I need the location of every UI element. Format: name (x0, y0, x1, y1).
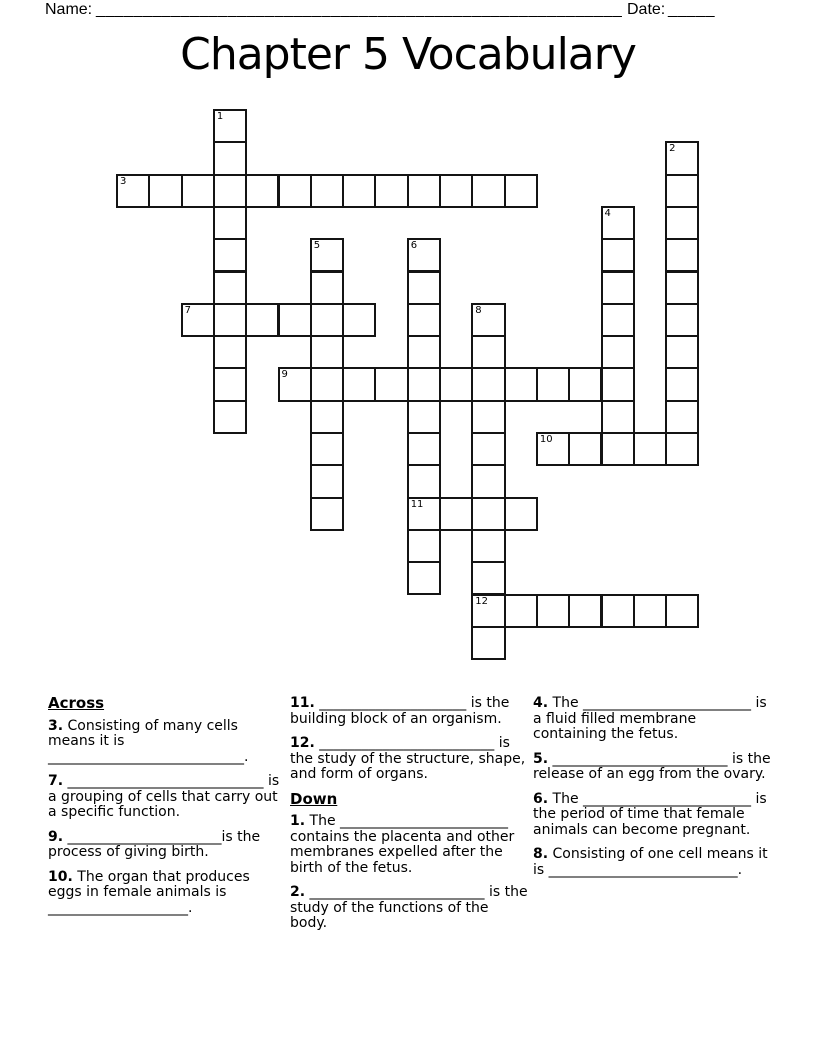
clue-item: 11. _____________________ is the building block of an organism. (290, 695, 510, 727)
grid-cell[interactable] (471, 464, 505, 498)
grid-cell[interactable] (407, 335, 441, 369)
grid-cell[interactable] (407, 432, 441, 466)
grid-cell[interactable] (213, 271, 247, 305)
grid-cell[interactable] (471, 400, 505, 434)
clue-section-heading: Down (290, 789, 338, 808)
grid-cell[interactable] (407, 303, 441, 337)
grid-cell[interactable] (601, 238, 635, 272)
grid-cell[interactable] (407, 400, 441, 434)
clue-section-heading: Across (48, 694, 105, 712)
grid-cell[interactable] (665, 400, 699, 434)
grid-cell[interactable] (665, 238, 699, 272)
grid-cell[interactable] (439, 497, 473, 531)
grid-cell[interactable] (439, 174, 473, 208)
clue-item: 8. Consisting of one cell means it is ___________________________. (533, 846, 768, 878)
cell-number: 10 (539, 434, 553, 445)
clue-item: 12. _________________________ is the study of the structure, shape, and form of organs. (290, 735, 526, 782)
cell-number: 11 (410, 498, 424, 510)
grid-cell[interactable] (342, 367, 376, 401)
grid-cell[interactable] (213, 206, 247, 240)
grid-cell[interactable] (601, 367, 635, 401)
grid-cell[interactable] (407, 367, 441, 401)
grid-cell[interactable] (407, 464, 441, 498)
grid-cell[interactable] (504, 497, 538, 531)
clue-item: 9. ______________________is the process of giving birth. (48, 828, 261, 860)
name-label: Name: (45, 1, 93, 18)
clue-item: 2. _________________________ is the study of the functions of the body. (290, 884, 528, 931)
grid-cell[interactable] (665, 367, 699, 401)
grid-cell[interactable] (665, 303, 699, 337)
grid-cell[interactable] (181, 174, 215, 208)
grid-cell[interactable] (601, 335, 635, 369)
cell-number: 5 (313, 240, 321, 252)
grid-cell[interactable] (213, 367, 247, 401)
grid-cell[interactable] (536, 432, 570, 466)
grid-cell[interactable] (471, 335, 505, 369)
grid-cell[interactable] (310, 464, 344, 498)
grid-cell[interactable] (278, 367, 312, 401)
grid-cell[interactable] (568, 367, 602, 401)
grid-cell[interactable] (601, 400, 635, 434)
grid-cell[interactable] (601, 206, 635, 240)
grid-cell[interactable] (407, 174, 441, 208)
cell-number: 6 (410, 240, 418, 252)
grid-cell[interactable] (471, 626, 505, 660)
clue-number: 4. (533, 695, 549, 711)
grid-cell[interactable] (633, 432, 667, 466)
grid-cell[interactable] (601, 271, 635, 305)
grid-cell[interactable] (439, 367, 473, 401)
clue-number: 5. (533, 750, 549, 767)
grid-cell[interactable] (471, 303, 505, 337)
clue-number: 8. (533, 846, 549, 862)
grid-cell[interactable] (568, 594, 602, 628)
clue-column-down (533, 696, 771, 887)
grid-cell[interactable] (116, 174, 150, 208)
grid-cell[interactable] (342, 174, 376, 208)
grid-cell[interactable] (407, 561, 441, 595)
grid-cell[interactable] (213, 303, 247, 337)
grid-cell[interactable] (504, 174, 538, 208)
grid-cell[interactable] (568, 432, 602, 466)
grid-cell[interactable] (310, 432, 344, 466)
grid-cell[interactable] (310, 400, 344, 434)
clue-column-across (48, 696, 286, 925)
grid-cell[interactable] (213, 109, 247, 143)
grid-cell[interactable] (536, 594, 570, 628)
grid-cell[interactable] (278, 303, 312, 337)
clue-number: 2. (290, 884, 306, 900)
cell-number: 3 (120, 175, 127, 187)
grid-cell[interactable] (665, 335, 699, 369)
clue-number: 9. (48, 828, 64, 845)
date-blank-line: _____ (668, 1, 715, 18)
grid-cell[interactable] (471, 367, 505, 401)
grid-cell[interactable] (504, 367, 538, 401)
clue-number: 6. (533, 790, 549, 807)
grid-cell[interactable] (310, 335, 344, 369)
grid-cell[interactable] (213, 174, 247, 208)
grid-cell[interactable] (374, 174, 408, 208)
grid-cell[interactable] (213, 141, 247, 175)
cell-number: 8 (475, 304, 482, 316)
clue-item: 5. _________________________ is the release of an egg from the ovary. (533, 750, 771, 782)
grid-cell[interactable] (633, 594, 667, 628)
grid-cell[interactable] (213, 335, 247, 369)
grid-cell[interactable] (471, 594, 505, 628)
grid-cell[interactable] (407, 271, 441, 305)
grid-cell[interactable] (471, 432, 505, 466)
grid-cell[interactable] (407, 238, 441, 272)
grid-cell[interactable] (601, 594, 635, 628)
clue-item: 6. The ________________________ is the period of time that female animals can become pregnant. (533, 790, 767, 838)
grid-cell[interactable] (310, 238, 344, 272)
clue-number: 12. (290, 735, 315, 751)
clue-item: 10. The organ that produces eggs in female animals is ____________________. (48, 868, 250, 916)
grid-cell[interactable] (471, 561, 505, 595)
grid-cell[interactable] (665, 206, 699, 240)
clue-number: 10. (48, 868, 73, 885)
cell-number: 9 (281, 369, 288, 381)
grid-cell[interactable] (310, 303, 344, 337)
grid-cell[interactable] (278, 174, 312, 208)
grid-cell[interactable] (665, 174, 699, 208)
clue-item: 3. Consisting of many cells means it is ____________________________. (48, 717, 249, 765)
grid-cell[interactable] (471, 497, 505, 531)
clue-item: 4. The ________________________ is a fluid filled membrane containing the fetus. (533, 695, 767, 742)
cell-number: 1 (216, 111, 224, 122)
grid-cell[interactable] (181, 303, 215, 337)
grid-cell[interactable] (374, 367, 408, 401)
cell-number: 12 (475, 595, 489, 607)
clue-number: 7. (48, 773, 64, 789)
date-label: Date: (627, 1, 666, 18)
clue-number: 1. (290, 813, 306, 829)
grid-cell[interactable] (213, 238, 247, 272)
grid-cell[interactable] (407, 529, 441, 563)
grid-cell[interactable] (342, 303, 376, 337)
grid-cell[interactable] (471, 174, 505, 208)
grid-cell[interactable] (665, 594, 699, 628)
cell-number: 2 (669, 143, 676, 155)
clue-number: 11. (290, 695, 315, 711)
grid-cell[interactable] (665, 141, 699, 175)
grid-cell[interactable] (665, 432, 699, 466)
cell-number: 7 (184, 304, 191, 316)
grid-cell[interactable] (471, 529, 505, 563)
grid-cell[interactable] (504, 594, 538, 628)
grid-cell[interactable] (536, 367, 570, 401)
clue-item: 1. The ________________________ contains the placenta and other membranes expelled after the birth of the fetus. (290, 813, 515, 876)
grid-cell[interactable] (310, 271, 344, 305)
grid-cell[interactable] (601, 432, 635, 466)
grid-cell[interactable] (310, 497, 344, 531)
grid-cell[interactable] (310, 174, 344, 208)
grid-cell[interactable] (665, 271, 699, 305)
clue-column-middle (290, 696, 528, 941)
grid-cell[interactable] (407, 497, 441, 531)
grid-cell[interactable] (245, 174, 279, 208)
name-blank-line: ________________________________________________________ (96, 1, 623, 18)
grid-cell[interactable] (310, 367, 344, 401)
grid-cell[interactable] (148, 174, 182, 208)
cell-number: 4 (604, 207, 611, 219)
grid-cell[interactable] (245, 303, 279, 337)
page-title: Chapter 5 Vocabulary (180, 29, 636, 80)
clue-number: 3. (48, 717, 64, 734)
grid-cell[interactable] (601, 303, 635, 337)
grid-cell[interactable] (213, 400, 247, 434)
clue-item: 7. ____________________________ is a grouping of cells that carry out a specific function. (48, 773, 280, 820)
